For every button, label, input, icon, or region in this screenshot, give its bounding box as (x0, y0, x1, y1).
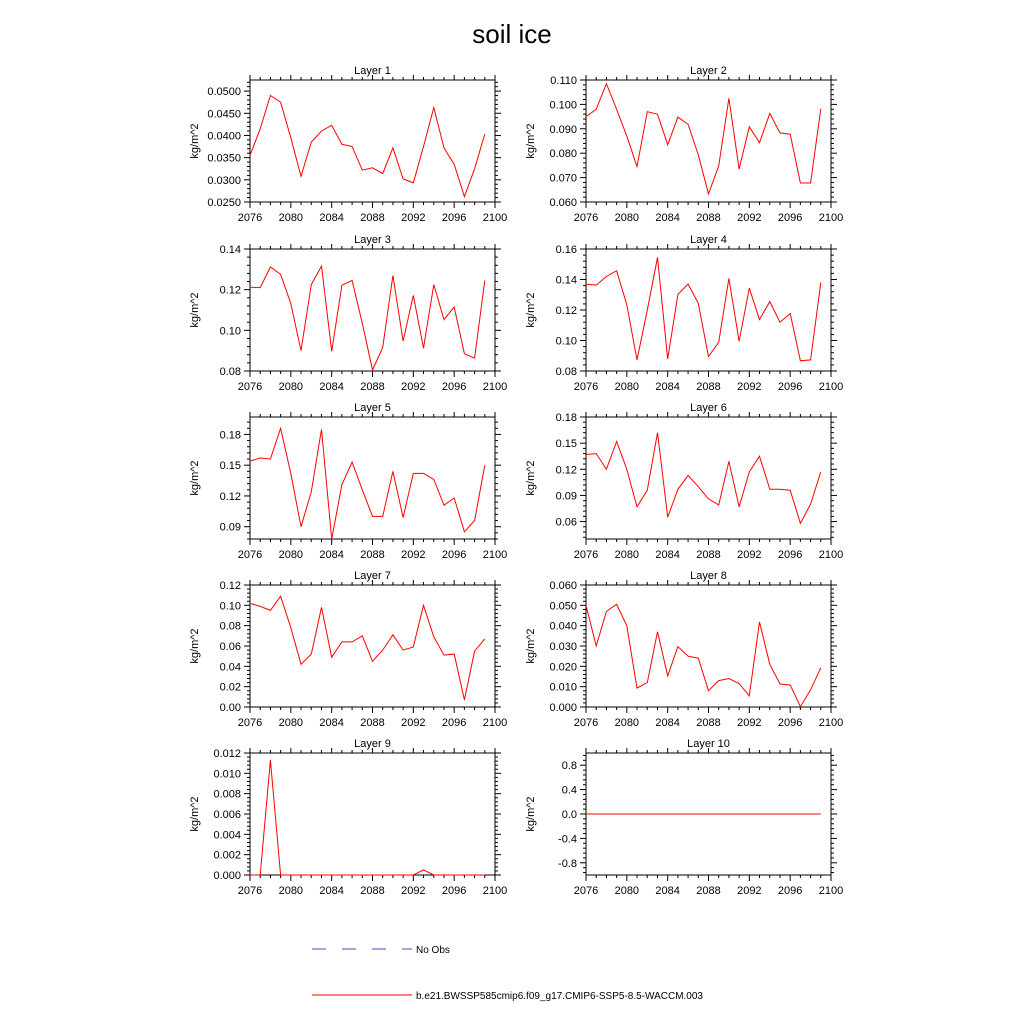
x-tick-label: 2092 (401, 717, 426, 729)
y-tick-label: 0.10 (555, 335, 577, 348)
y-tick-label: 0.14 (219, 244, 241, 256)
y-tick-label: 0.04 (219, 661, 241, 674)
panel-title: Layer 5 (354, 402, 391, 414)
y-tick-label: 0.0450 (207, 108, 241, 121)
y-tick-label: 0.100 (549, 99, 577, 112)
x-tick-label: 2092 (401, 381, 426, 393)
y-tick-label: 0.12 (555, 305, 577, 317)
y-axis-label: kg/m^2 (189, 628, 201, 664)
y-tick-label: 0.000 (213, 870, 241, 882)
series-line (250, 428, 485, 539)
y-tick-label: 0.09 (219, 521, 241, 534)
y-tick-label: 0.02 (219, 681, 241, 694)
y-tick-label: 0.0350 (207, 152, 241, 165)
y-tick-label: 0.080 (549, 148, 577, 161)
panel-title: Layer 10 (687, 738, 730, 750)
panel-layer-10 (525, 738, 843, 897)
legend (312, 945, 703, 1002)
y-tick-label: 0.14 (555, 274, 577, 287)
x-tick-label: 2092 (401, 549, 426, 561)
x-tick-label: 2084 (655, 212, 680, 224)
y-tick-label: 0.06 (555, 516, 577, 529)
x-tick-label: 2100 (818, 885, 844, 897)
y-tick-label: 0.012 (213, 748, 241, 760)
y-tick-label: 0.08 (219, 366, 241, 378)
y-tick-label: 0.00 (219, 702, 241, 714)
series-line (250, 96, 485, 197)
x-tick-label: 2080 (614, 381, 640, 393)
figure-title: soil ice (472, 19, 552, 49)
x-tick-label: 2088 (360, 549, 385, 561)
y-tick-label: 0.050 (549, 600, 577, 613)
y-tick-label: 0.09 (555, 490, 577, 503)
x-tick-label: 2076 (573, 717, 599, 729)
x-tick-label: 2096 (777, 212, 803, 224)
y-axis-label: kg/m^2 (189, 796, 201, 832)
model-legend-label: b.e21.BWSSP585cmip6.f09_g17.CMIP6-SSP5-8.5-WACCM.003 (416, 991, 703, 1002)
x-tick-label: 2096 (441, 717, 467, 729)
plot-frame (250, 753, 495, 875)
y-tick-label: 0.060 (549, 580, 577, 592)
x-tick-label: 2088 (360, 381, 385, 393)
y-tick-label: 0.030 (549, 641, 577, 653)
x-tick-label: 2100 (482, 212, 508, 224)
plot-frame (250, 80, 495, 202)
panel-layer-9 (189, 738, 507, 897)
panel-layer-2 (525, 65, 843, 224)
x-tick-label: 2084 (319, 381, 344, 393)
panel-title: Layer 8 (690, 570, 727, 582)
x-tick-label: 2088 (696, 885, 721, 897)
y-tick-label: 0.12 (219, 284, 241, 297)
x-tick-label: 2096 (777, 381, 803, 393)
x-tick-label: 2080 (614, 549, 640, 561)
x-tick-label: 2076 (237, 549, 263, 561)
x-tick-label: 2092 (737, 885, 762, 897)
x-tick-label: 2100 (818, 212, 844, 224)
y-tick-label: 0.070 (549, 172, 577, 185)
y-tick-label: 0.8 (561, 760, 577, 773)
y-tick-label: 0.0 (561, 809, 577, 821)
y-tick-label: 0.090 (549, 123, 577, 136)
plot-frame (586, 249, 831, 371)
x-tick-label: 2076 (573, 549, 599, 561)
series-line (250, 596, 485, 700)
y-axis-label: kg/m^2 (525, 628, 537, 664)
y-tick-label: 0.12 (219, 580, 241, 592)
y-tick-label: 0.18 (555, 412, 577, 424)
x-tick-label: 2084 (655, 549, 680, 561)
plot-frame (250, 249, 495, 371)
obs-legend-label: No Obs (416, 945, 450, 956)
plot-frame (586, 417, 831, 539)
x-tick-label: 2100 (482, 885, 508, 897)
series-line (250, 266, 485, 370)
x-tick-label: 2076 (237, 885, 263, 897)
y-axis-label: kg/m^2 (525, 796, 537, 832)
y-tick-label: 0.15 (219, 460, 241, 473)
x-tick-label: 2076 (573, 885, 599, 897)
x-tick-label: 2092 (401, 885, 426, 897)
plot-frame (250, 585, 495, 707)
x-tick-label: 2088 (360, 885, 385, 897)
y-tick-label: 0.12 (555, 464, 577, 477)
panel-layer-7 (189, 570, 507, 729)
y-tick-label: 0.006 (213, 809, 241, 821)
x-tick-label: 2100 (818, 717, 844, 729)
x-tick-label: 2092 (737, 212, 762, 224)
y-tick-label: 0.0250 (207, 197, 241, 209)
y-tick-label: 0.020 (549, 661, 577, 674)
x-tick-label: 2100 (482, 549, 508, 561)
y-tick-label: 0.040 (549, 620, 577, 633)
x-tick-label: 2100 (818, 381, 844, 393)
y-tick-label: 0.06 (219, 641, 241, 653)
x-tick-label: 2088 (696, 717, 721, 729)
y-tick-label: 0.4 (561, 784, 577, 797)
y-tick-label: 0.008 (213, 788, 241, 801)
y-axis-label: kg/m^2 (189, 292, 201, 328)
x-tick-label: 2096 (777, 549, 803, 561)
y-tick-label: 0.12 (219, 490, 241, 503)
y-tick-label: 0.10 (219, 325, 241, 338)
x-tick-label: 2080 (278, 717, 304, 729)
y-tick-label: 0.15 (555, 438, 577, 451)
x-tick-label: 2084 (319, 549, 344, 561)
y-tick-label: 0.08 (555, 366, 577, 378)
x-tick-label: 2096 (441, 549, 467, 561)
panel-title: Layer 2 (690, 65, 727, 77)
x-tick-label: 2084 (319, 717, 344, 729)
x-tick-label: 2076 (237, 212, 263, 224)
x-tick-label: 2096 (777, 885, 803, 897)
y-tick-label: 0.16 (555, 244, 577, 256)
panel-title: Layer 4 (690, 234, 727, 246)
y-tick-label: 0.002 (213, 849, 241, 862)
x-tick-label: 2096 (441, 212, 467, 224)
y-tick-label: 0.060 (549, 197, 577, 209)
panel-layer-3 (189, 234, 507, 393)
x-tick-label: 2080 (614, 212, 640, 224)
y-tick-label: 0.0500 (207, 86, 241, 99)
y-tick-label: 0.110 (550, 75, 577, 87)
y-tick-label: 0.10 (219, 600, 241, 613)
plot-frame (250, 417, 495, 539)
x-tick-label: 2096 (441, 885, 467, 897)
panel-layer-6 (525, 402, 843, 561)
x-tick-label: 2084 (319, 212, 344, 224)
x-tick-label: 2092 (737, 381, 762, 393)
panel-layer-4 (525, 234, 843, 393)
x-tick-label: 2100 (818, 549, 844, 561)
x-tick-label: 2076 (237, 381, 263, 393)
x-tick-label: 2092 (737, 549, 762, 561)
y-tick-label: -0.8 (558, 857, 577, 870)
series-line (250, 760, 485, 875)
x-tick-label: 2088 (360, 717, 385, 729)
x-tick-label: 2096 (441, 381, 467, 393)
plot-frame (586, 585, 831, 707)
series-line (586, 604, 821, 706)
panel-title: Layer 1 (354, 65, 391, 77)
y-axis-label: kg/m^2 (189, 460, 201, 496)
y-axis-label: kg/m^2 (189, 123, 201, 159)
panel-layer-1 (189, 65, 507, 224)
series-line (586, 84, 821, 194)
x-tick-label: 2076 (573, 212, 599, 224)
panel-title: Layer 9 (354, 738, 391, 750)
y-tick-label: 0.0400 (207, 130, 241, 143)
y-tick-label: 0.010 (213, 768, 241, 781)
x-tick-label: 2092 (737, 717, 762, 729)
y-axis-label: kg/m^2 (525, 292, 537, 328)
y-axis-label: kg/m^2 (525, 123, 537, 159)
series-line (586, 433, 821, 524)
panel-title: Layer 3 (354, 234, 391, 246)
y-tick-label: 0.08 (219, 620, 241, 633)
x-tick-label: 2088 (696, 381, 721, 393)
x-tick-label: 2080 (278, 212, 304, 224)
panel-title: Layer 7 (354, 570, 391, 582)
x-tick-label: 2076 (573, 381, 599, 393)
x-tick-label: 2084 (319, 885, 344, 897)
y-tick-label: 0.010 (549, 681, 577, 694)
y-tick-label: 0.0300 (207, 174, 241, 187)
y-axis-label: kg/m^2 (525, 460, 537, 496)
x-tick-label: 2084 (655, 381, 680, 393)
y-tick-label: -0.4 (558, 833, 577, 846)
y-tick-label: 0.004 (213, 829, 241, 842)
x-tick-label: 2100 (482, 381, 508, 393)
series-line (586, 257, 821, 360)
plot-frame (586, 80, 831, 202)
x-tick-label: 2088 (360, 212, 385, 224)
x-tick-label: 2088 (696, 549, 721, 561)
x-tick-label: 2080 (614, 717, 640, 729)
x-tick-label: 2096 (777, 717, 803, 729)
x-tick-label: 2084 (655, 885, 680, 897)
panel-layer-5 (189, 402, 507, 561)
x-tick-label: 2080 (278, 549, 304, 561)
x-tick-label: 2084 (655, 717, 680, 729)
panel-layer-8 (525, 570, 843, 729)
x-tick-label: 2076 (237, 717, 263, 729)
x-tick-label: 2100 (482, 717, 508, 729)
x-tick-label: 2088 (696, 212, 721, 224)
x-tick-label: 2080 (278, 885, 304, 897)
x-tick-label: 2080 (278, 381, 304, 393)
panel-title: Layer 6 (690, 402, 727, 414)
y-tick-label: 0.18 (219, 429, 241, 442)
y-tick-label: 0.000 (549, 702, 577, 714)
x-tick-label: 2092 (401, 212, 426, 224)
panel-grid (189, 65, 843, 897)
x-tick-label: 2080 (614, 885, 640, 897)
